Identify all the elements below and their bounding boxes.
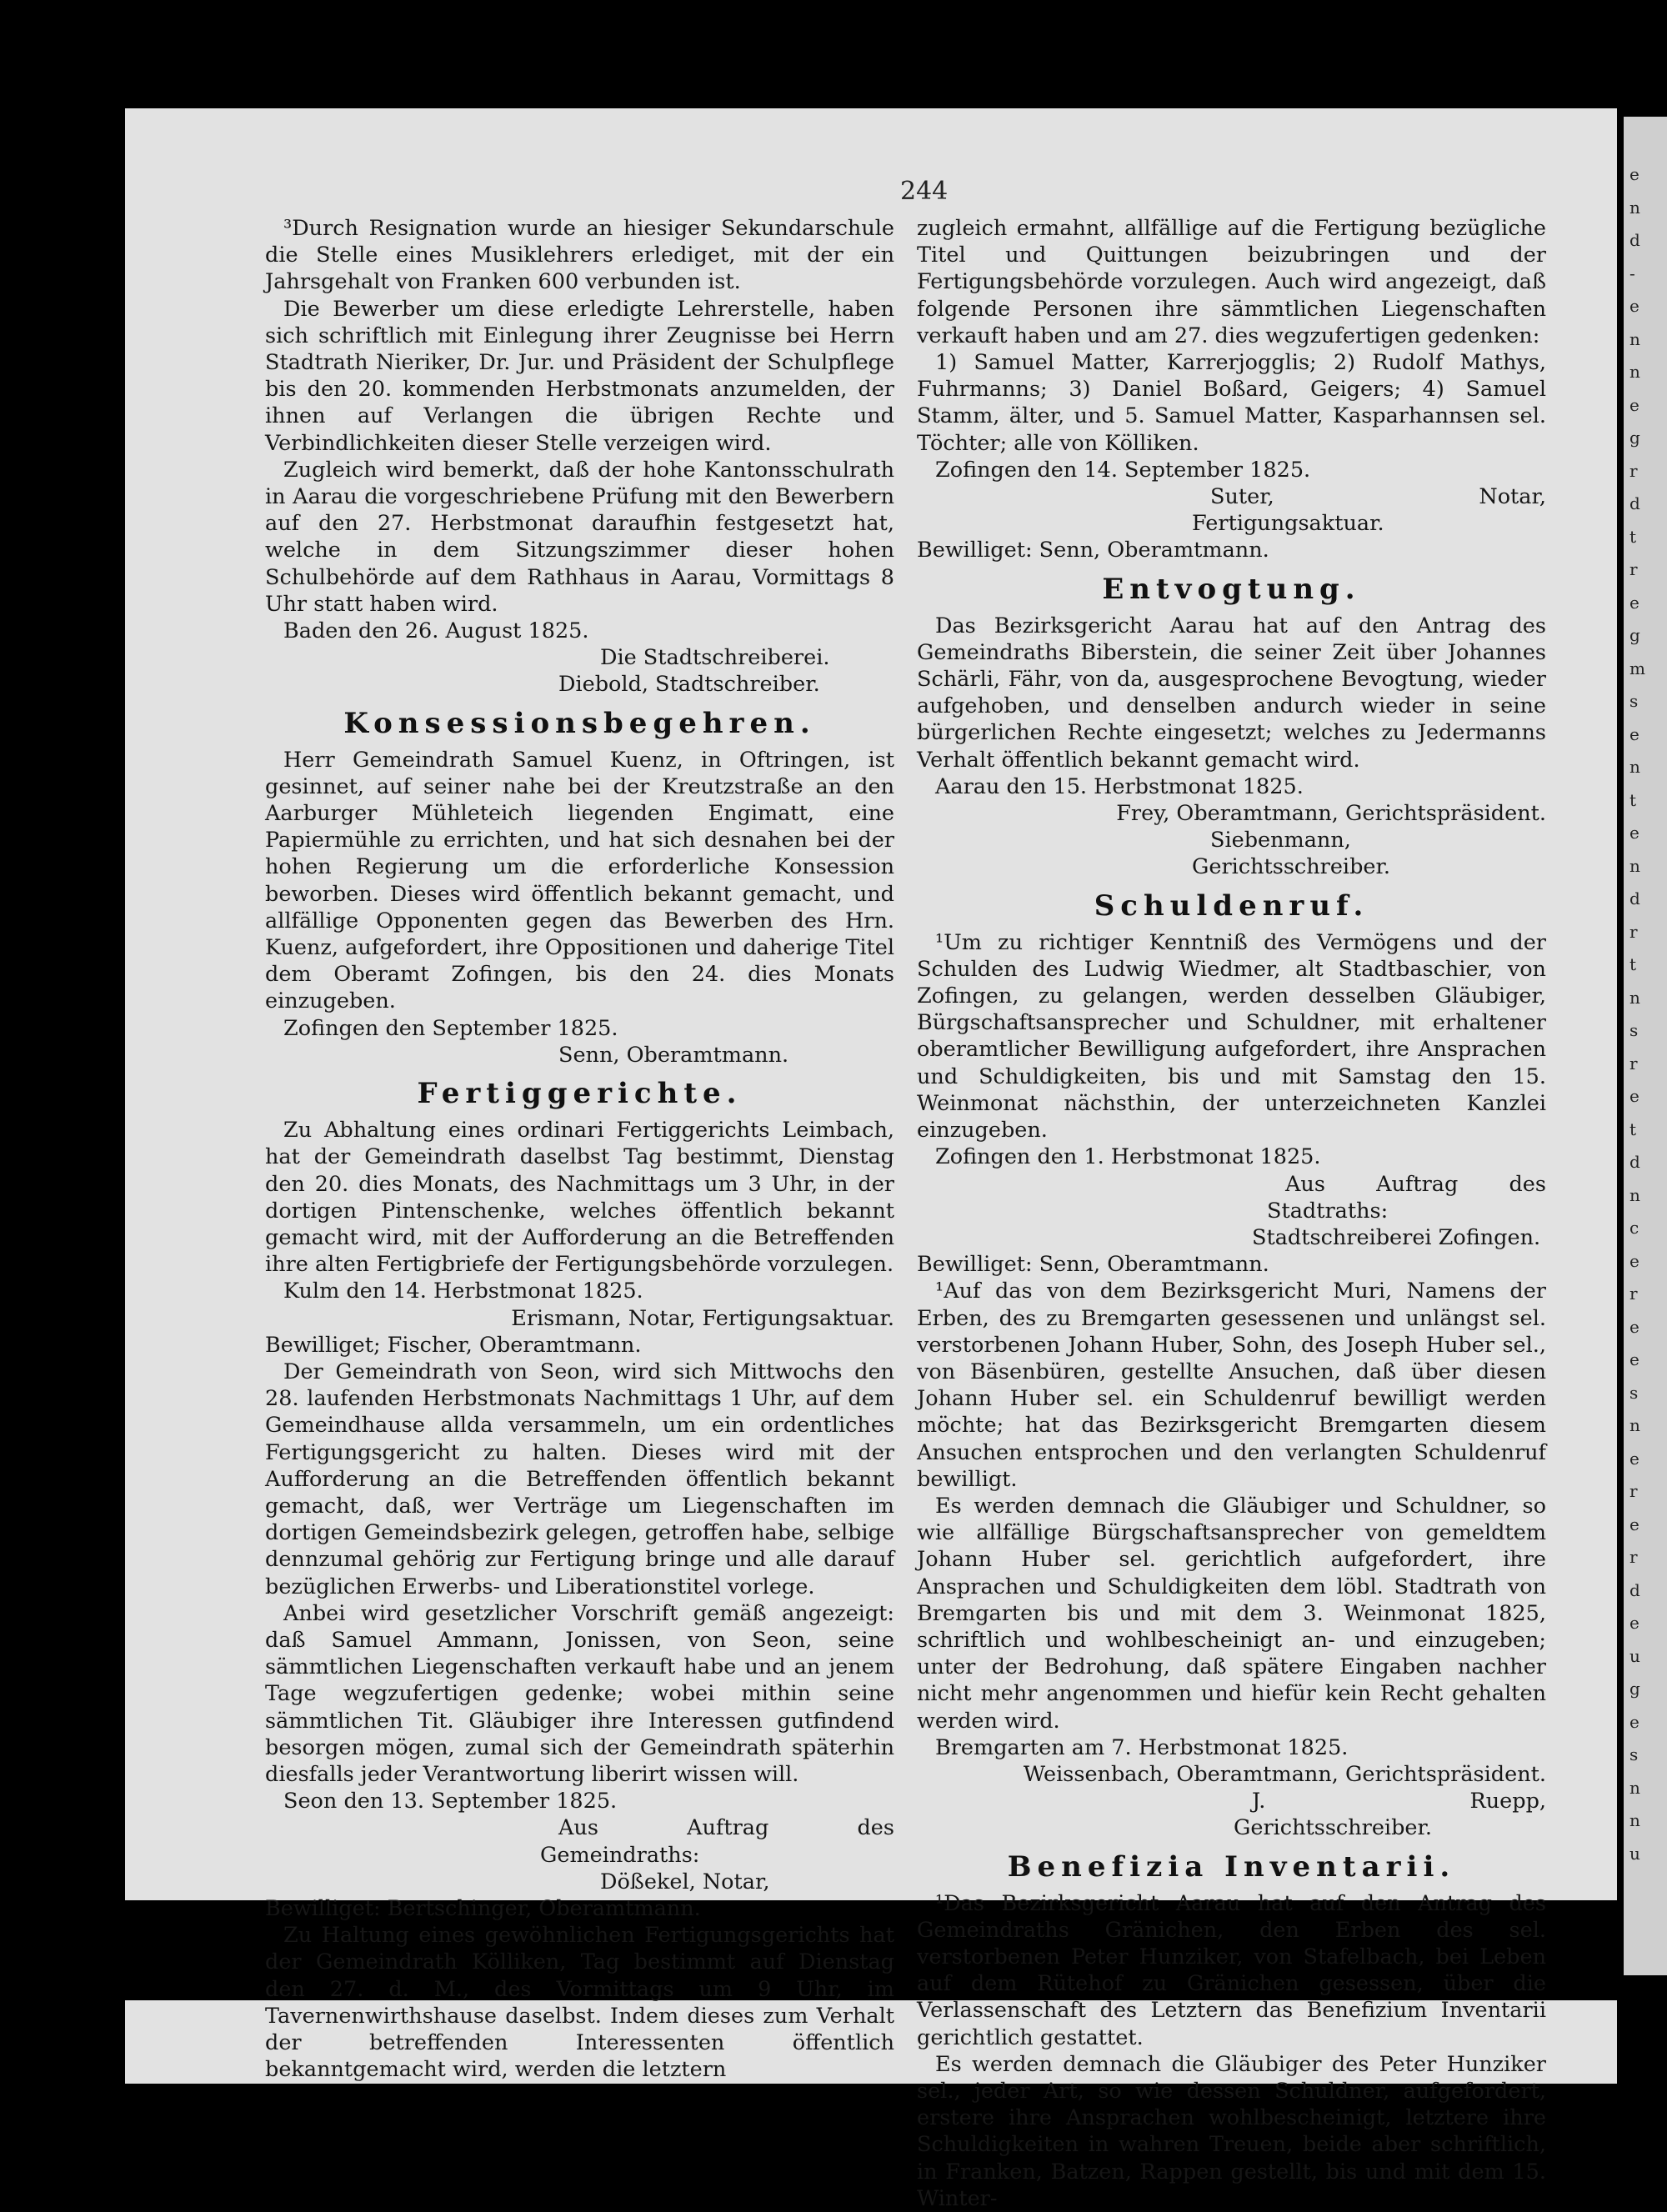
- paragraph: J. Ruepp, Gerichtsschreiber.: [1234, 1789, 1546, 1841]
- fragment: t: [1629, 526, 1637, 547]
- fragment: c: [1629, 1218, 1639, 1238]
- fragment: r: [1629, 559, 1638, 579]
- paragraph: Seon den 13. September 1825.: [283, 1789, 618, 1814]
- paragraph: Bewilliget: Senn, Oberamtmann.: [917, 538, 1269, 563]
- fragment: n: [1629, 1415, 1640, 1435]
- fragment: t: [1629, 1119, 1637, 1139]
- fragment: e: [1629, 1316, 1639, 1337]
- paragraph: ³Durch Resignation wurde an hiesiger Sekundarschule die Stelle eines Musiklehrers erlediget, mit der ein Jahrsgehalt von Franken 600 verbunden ist.: [265, 216, 894, 295]
- paragraph: ¹Um zu richtiger Kenntniß des Vermögens und der Schulden des Ludwig Wiedmer, alt Stadtbaschier, von Zofingen, zu gelangen, werden desselben Gläubiger, Bürgschaftsansprecher und Schuldner, mit erhaltener oberamtlicher Bewilligung aufgefordert, ihre Ansprachen und Schuldigkeiten, bis und mit Samstag den 15. Weinmonat nächsthin, der unterzeichneten Kanzlei einzugeben.: [917, 929, 1546, 1144]
- fragment: d: [1629, 1579, 1640, 1600]
- paragraph: Baden den 26. August 1825.: [283, 618, 589, 644]
- paragraph: Zofingen den 14. September 1825.: [935, 457, 1311, 483]
- paragraph: ¹Das Bezirksgericht Aarau hat auf den Antrag des Gemeindraths Gränichen, den Erben des sel. verstorbenen Peter Hunziker, von Stafelbach, bei Leben auf dem Rütehof zu Gränichen gesessen, über die Verlassenschaft des Letztern das Benefizium Inventarii gerichtlich gestattet.: [917, 1890, 1546, 2050]
- section-heading: Benefizia Inventarii.: [1007, 1849, 1456, 1884]
- fragment: n: [1629, 197, 1640, 218]
- paragraph: Frey, Oberamtmann, Gerichtspräsident.: [1116, 801, 1546, 827]
- fragment: g: [1629, 625, 1640, 645]
- fragment: e: [1629, 723, 1639, 744]
- fragment: n: [1629, 328, 1640, 349]
- paragraph: Das Bezirksgericht Aarau hat auf den Antrag des Gemeindraths Biberstein, die seiner Zeit über Johannes Schärli, Fähr, von da, ausgesprochene Bevogtung, wieder aufgehoben, und denselben andurch wieder in seine bürgerlichen Rechte eingesetzt; welches zu Jedermanns Verhalt öffentlich bekannt gemacht wird.: [917, 613, 1546, 773]
- paragraph: Es werden demnach die Gläubiger des Peter Hunziker sel., jeder Art, so wie dessen Schuldner, aufgefordert, erstere ihre Ansprachen wohlbescheinigt, letztere ihre Schuldigkeiten in wahren Treuen, beide aber schriftlich, in Franken, Batzen, Rappen gestellt, bis und mit dem 15. Winter-: [917, 2051, 1546, 2211]
- fragment: e: [1629, 1349, 1639, 1369]
- fragment: e: [1629, 394, 1639, 415]
- fragment: m: [1629, 658, 1645, 678]
- fragment: t: [1629, 954, 1637, 974]
- page-number: 244: [900, 177, 949, 206]
- paragraph: Anbei wird gesetzlicher Vorschrift gemäß angezeigt: daß Samuel Ammann, Jonissen, von Seon, seine sämmtlichen Liegenschaften verkauft habe und an jenem Tage wegzufertigen gedenke; wobei mithin seine sämmtlichen Tit. Gläubiger ihre Interessen gutfindend besorgen mögen, zumal sich der Gemeindrath späterhin diesfalls jeder Verantwortung liberirt wissen will.: [265, 1600, 894, 1787]
- fragment: r: [1629, 921, 1638, 942]
- fragment: n: [1629, 757, 1640, 777]
- section-heading: Fertiggerichte.: [417, 1077, 743, 1111]
- fragment: n: [1629, 987, 1640, 1008]
- fragment: r: [1629, 1053, 1638, 1073]
- paragraph: Die Bewerber um diese erledigte Lehrerstelle, haben sich schriftlich mit Einlegung ihrer Zeugnisse bei Herrn Stadtrath Nieriker, Dr. Jur. und Präsident der Schulpflege bis den 20. kommenden Herbstmonats anzumelden, der ihnen auf Verlangen die übrigen Rechte und Verbindlichkeiten dieser Stelle verzeigen wird.: [265, 296, 894, 456]
- fragment: -: [1629, 263, 1635, 283]
- fragment: u: [1629, 1843, 1640, 1864]
- fragment: g: [1629, 1679, 1640, 1699]
- paragraph: Dößekel, Notar,: [600, 1869, 770, 1894]
- fragment: s: [1629, 1744, 1639, 1764]
- paragraph: Siebenmann, Gerichtsschreiber.: [1192, 828, 1390, 880]
- fragment: r: [1629, 1284, 1638, 1304]
- paragraph: ¹Auf das von dem Bezirksgericht Muri, Namens der Erben, des zu Bremgarten gesessenen und unlängst sel. verstorbenen Johann Huber, Sohn, des Joseph Huber sel., von Bäsenbüren, gestellte Ansuchen, daß über diesen Johann Huber sel. ein Schuldenruf bewilligt werden möchte; hat das Bezirksgericht Bremgarten diesem Ansuchen entsprochen und den verlangten Schuldenruf bewilligt.: [917, 1279, 1546, 1492]
- fragment: r: [1629, 1481, 1638, 1501]
- paragraph: Bewilliget: Bertschinger, Oberamtmann.: [265, 1895, 701, 1921]
- fragment: r: [1629, 1547, 1638, 1567]
- fragment: d: [1629, 1152, 1640, 1172]
- fragment: d: [1629, 230, 1640, 250]
- paragraph: Bremgarten am 7. Herbstmonat 1825.: [935, 1734, 1349, 1760]
- next-page-text-fragments: [1629, 158, 1663, 1870]
- paragraph: Kulm den 14. Herbstmonat 1825.: [283, 1279, 643, 1304]
- fragment: n: [1629, 855, 1640, 876]
- paragraph: Weissenbach, Oberamtmann, Gerichtspräsident.: [1023, 1761, 1546, 1787]
- paragraph: Senn, Oberamtmann.: [558, 1042, 789, 1068]
- fragment: e: [1629, 164, 1639, 184]
- paragraph: Zofingen den 1. Herbstmonat 1825.: [935, 1144, 1321, 1170]
- paragraph: Bewilliget: Senn, Oberamtmann.: [917, 1252, 1269, 1278]
- fragment: n: [1629, 1184, 1640, 1205]
- fragment: e: [1629, 592, 1639, 613]
- fragment: n: [1629, 1777, 1640, 1798]
- left-column: [265, 215, 894, 2083]
- fragment: g: [1629, 428, 1640, 448]
- fragment: e: [1629, 823, 1639, 843]
- paragraph: Suter, Notar, Fertigungsaktuar.: [1192, 484, 1546, 537]
- fragment: e: [1629, 1613, 1639, 1633]
- paragraph: Zofingen den September 1825.: [283, 1015, 618, 1041]
- paragraph: Erismann, Notar, Fertigungsaktuar.: [511, 1305, 894, 1331]
- fragment: t: [1629, 789, 1637, 810]
- paragraph: Aus Auftrag des Stadtraths:: [1267, 1171, 1546, 1224]
- fragment: n: [1629, 362, 1640, 382]
- section-heading: Konsessionsbegehren.: [343, 706, 816, 740]
- paragraph: Diebold, Stadtschreiber.: [558, 672, 820, 698]
- fragment: u: [1629, 1645, 1640, 1666]
- fragment: e: [1629, 1448, 1639, 1469]
- fragment: s: [1629, 1020, 1639, 1040]
- paragraph: Der Gemeindrath von Seon, wird sich Mittwochs den 28. laufenden Herbstmonats Nachmittags 1 Uhr, auf dem Gemeindhause allda versammeln, um ein ordentliches Fertigungsgericht zu halten. Dieses wird mit der Aufforderung an die Betreffenden öffentlich bekannt gemacht, daß, wer Verträge um Liegenschaften im dortigen Gemeindsbezirk gelegen, getroffen habe, selbige dennzumal gehörig zur Fertigung bringe und alle darauf bezüglichen Erwerbs- und Liberationstitel vorlege.: [265, 1359, 894, 1599]
- section-heading: Schuldenruf.: [1094, 888, 1369, 923]
- fragment: e: [1629, 1514, 1639, 1534]
- paragraph: Aus Auftrag des Gemeindraths:: [540, 1815, 894, 1868]
- fragment: s: [1629, 691, 1639, 711]
- paragraph: Die Stadtschreiberei.: [600, 645, 830, 671]
- paragraph: Herr Gemeindrath Samuel Kuenz, in Oftringen, ist gesinnet, auf seiner nahe bei der Kreutzstraße an den Aarburger Mühleteich liegenden Engimatt, eine Papiermühle zu errichten, und hat sich desnahen bei der hohen Regierung um die erforderliche Konsession beworben. Dieses wird öffentlich bekannt gemacht, und allfällige Opponenten gegen das Bewerben des Hrn. Kuenz, aufgefordert, ihre Oppositionen und daherige Titel dem Oberamt Zofingen, bis den 24. dies Monats einzugeben.: [265, 747, 894, 1014]
- section-heading: Entvogtung.: [1102, 572, 1361, 606]
- fragment: e: [1629, 1086, 1639, 1106]
- fragment: r: [1629, 460, 1638, 481]
- paragraph: Zugleich wird bemerkt, daß der hohe Kantonsschulrath in Aarau die vorgeschriebene Prüfung mit den Bewerbern auf den 27. Herbstmonat daraufhin festgesetzt hat, welche in dem Sitzungszimmer dieser hohen Schulbehörde auf dem Rathhaus in Aarau, Vormittags 8 Uhr statt haben wird.: [265, 457, 894, 617]
- paragraph: Es werden demnach die Gläubiger und Schuldner, so wie allfällige Bürgschaftsansprecher von gemeldtem Johann Huber sel. gerichtlich aufgefordert, ihre Ansprachen und Schuldigkeiten dem löbl. Stadtrath von Bremgarten bis und mit dem 3. Weinmonat 1825, schriftlich und wohlbescheinigt an- und einzugeben; unter der Bedrohung, daß spätere Eingaben nachher nicht mehr angenommen und hiefür kein Recht gehalten werden wird.: [917, 1493, 1546, 1734]
- fragment: s: [1629, 1382, 1639, 1403]
- paragraph: zugleich ermahnt, allfällige auf die Fertigung bezügliche Titel und Quittungen beizubringen und der Fertigungsbehörde vorzulegen. Auch wird angezeigt, daß folgende Personen ihre sämmtlichen Liegenschaften verkauft haben und am 27. dies wegzufertigen gedenken:: [917, 216, 1546, 348]
- right-column: [917, 215, 1546, 2212]
- paragraph: Bewilliget; Fischer, Oberamtmann.: [265, 1332, 642, 1358]
- fragment: n: [1629, 1810, 1640, 1830]
- paragraph: Stadtschreiberei Zofingen.: [1252, 1224, 1541, 1250]
- paragraph: Zu Haltung eines gewöhnlichen Fertigungsgerichts hat der Gemeindrath Kölliken, Tag bestimmt auf Dienstag den 27. d. M., des Vormittags um 9 Uhr, im Tavernenwirthshause daselbst. Indem dieses zum Verhalt der betreffenden Interessenten öffentlich bekanntgemacht wird, werden die letztern: [265, 1923, 894, 2083]
- fragment: e: [1629, 1711, 1639, 1732]
- fragment: e: [1629, 296, 1639, 316]
- fragment: e: [1629, 1250, 1639, 1271]
- paragraph: Zu Abhaltung eines ordinari Fertiggerichts Leimbach, hat der Gemeindrath daselbst Tag bestimmt, Dienstag den 20. dies Monats, des Nachmittags um 3 Uhr, in der dortigen Pintenschenke, welches öffentlich bekannt gemacht wird, mit der Aufforderung an die Betreffenden ihre alten Fertigbriefe der Fertigungsbehörde vorzulegen.: [265, 1118, 894, 1278]
- fragment: d: [1629, 888, 1640, 908]
- fragment: d: [1629, 493, 1640, 513]
- paragraph: 1) Samuel Matter, Karrerjogglis; 2) Rudolf Mathys, Fuhrmanns; 3) Daniel Boßard, Geigers; 4) Samuel Stamm, älter, und 5. Samuel Matter, Kasparhannsen sel. Töchter; alle von Kölliken.: [917, 350, 1546, 456]
- paragraph: Aarau den 15. Herbstmonat 1825.: [935, 773, 1304, 799]
